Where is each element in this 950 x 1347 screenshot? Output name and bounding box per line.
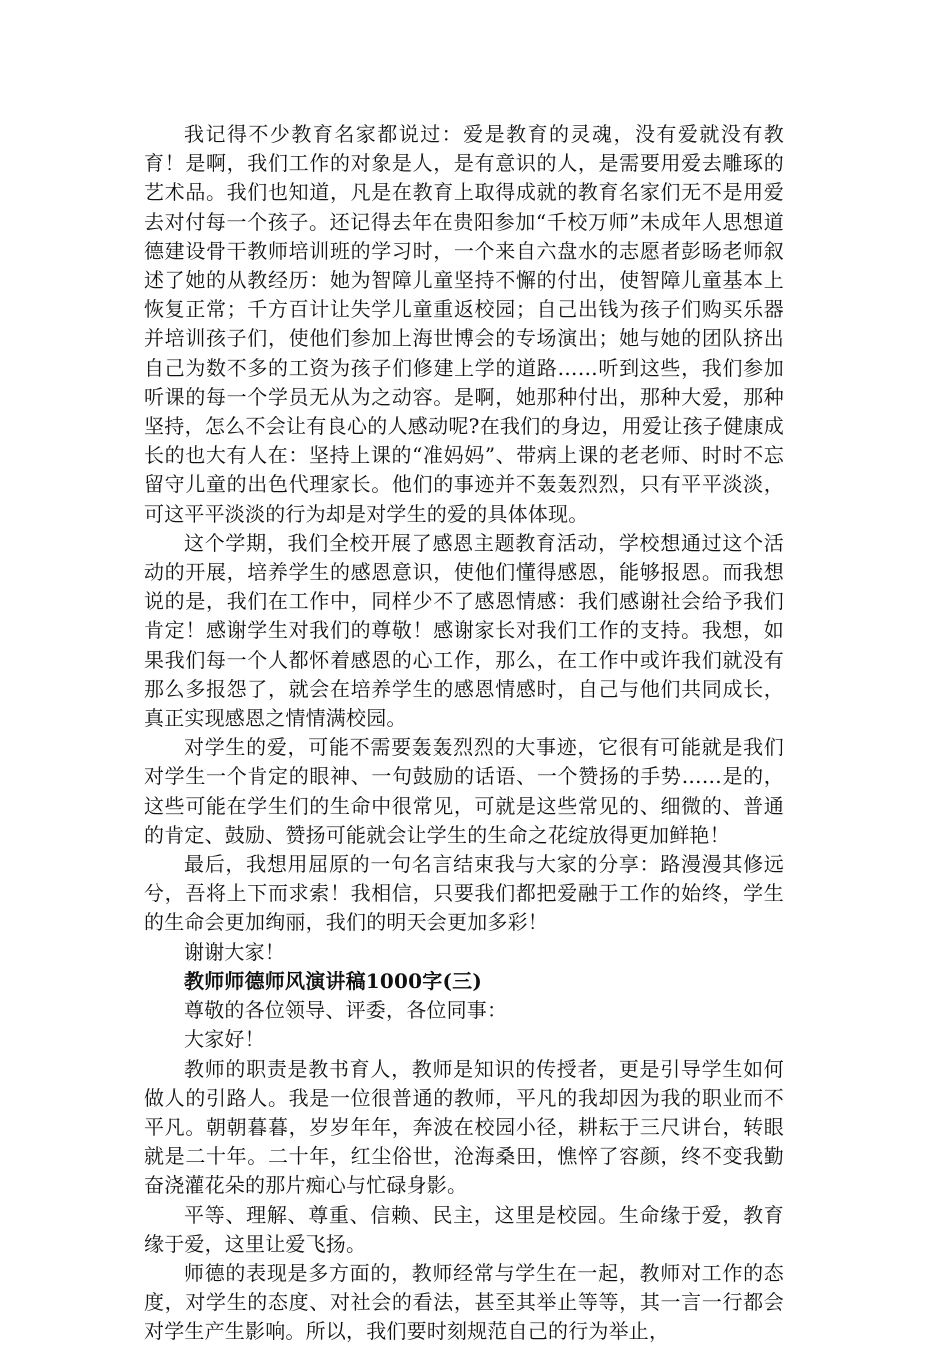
paragraph-thanks: 谢谢大家！ <box>184 939 285 964</box>
paragraph-salutation: 尊敬的各位领导、评委，各位同事： <box>184 998 508 1023</box>
paragraph-teacher-duty: 教师的职责是教书育人，教师是知识的传授者，更是引导学生如何做人的引路人。我是一位很普通的教师，平凡的我却因为我的职业而不平凡。朝朝暮暮，岁岁年年，奔波在校园小径，耕耘于三尺讲台，转眼就是二十年。二十年，红尘俗世，沧海桑田，憔悴了容颜，终不变我勤奋浇灌花朵的那片痴心与忙碌身影。 <box>144 1056 784 1198</box>
section-heading: 教师师德师风演讲稿1000字(三) <box>184 968 482 993</box>
paragraph-love-for-students: 对学生的爱，可能不需要轰轰烈烈的大事迹，它很有可能就是我们对学生一个肯定的眼神、一句鼓励的话语、一个赞扬的手势……是的，这些可能在学生们的生命中很常见，可就是这些常见的、细微的、普通的肯定、鼓励、赞扬可能就会让学生的生命之花绽放得更加鲜艳！ <box>144 735 784 847</box>
document-body <box>144 120 784 1347</box>
paragraph-love-is-soul: 我记得不少教育名家都说过：爱是教育的灵魂，没有爱就没有教育！是啊，我们工作的对象是人，是有意识的人，是需要用爱去雕琢的艺术品。我们也知道，凡是在教育上取得成就的教育名家们无不是用爱去对付每一个孩子。还记得去年在贵阳参加“千校万师”未成年人思想道德建设骨干教师培训班的学习时，一个来自六盘水的志愿者彭旸老师叙述了她的从教经历：她为智障儿童坚持不懈的付出，使智障儿童基本上恢复正常；千方百计让失学儿童重返校园；自己出钱为孩子们购买乐器并培训孩子们，使他们参加上海世博会的专场演出；她与她的团队挤出自己为数不多的工资为孩子们修建上学的道路……听到这些，我们参加听课的每一个学员无从为之动容。是啊，她那种付出，那种大爱，那种坚持，怎么不会让有良心的人感动呢?在我们的身边，用爱让孩子健康成长的也大有人在：坚持上课的“准妈妈”、带病上课的老老师、时时不忘留守儿童的出色代理家长。他们的事迹并不轰轰烈烈，只有平平淡淡，可这平平淡淡的行为却是对学生的爱的具体体现。 <box>144 122 784 526</box>
paragraph-campus-values: 平等、理解、尊重、信赖、民主，这里是校园。生命缘于爱，教育缘于爱，这里让爱飞扬。 <box>144 1202 784 1256</box>
paragraph-greeting: 大家好！ <box>184 1027 265 1052</box>
paragraph-teacher-ethics: 师德的表现是多方面的，教师经常与学生在一起，教师对工作的态度，对学生的态度、对社会的看法，甚至其举止等等，其一言一行都会对学生产生影响。所以，我们要时刻规范自己的行为举止， <box>144 1260 784 1344</box>
paragraph-closing-quote: 最后，我想用屈原的一句名言结束我与大家的分享：路漫漫其修远兮，吾将上下而求索！我相信，只要我们都把爱融于工作的始终，学生的生命会更加绚丽，我们的明天会更加多彩！ <box>144 852 784 935</box>
paragraph-gratitude-activity: 这个学期，我们全校开展了感恩主题教育活动，学校想通过这个活动的开展，培养学生的感恩意识，使他们懂得感恩，能够报恩。而我想说的是，我们在工作中，同样少不了感恩情感：我们感谢社会给予我们肯定！感谢学生对我们的尊敬！感谢家长对我们工作的支持。我想，如果我们每一个人都怀着感恩的心工作，那么，在工作中或许我们就没有那么多报怨了，就会在培养学生的感恩情感时，自己与他们共同成长，真正实现感恩之情情满校园。 <box>144 530 784 731</box>
